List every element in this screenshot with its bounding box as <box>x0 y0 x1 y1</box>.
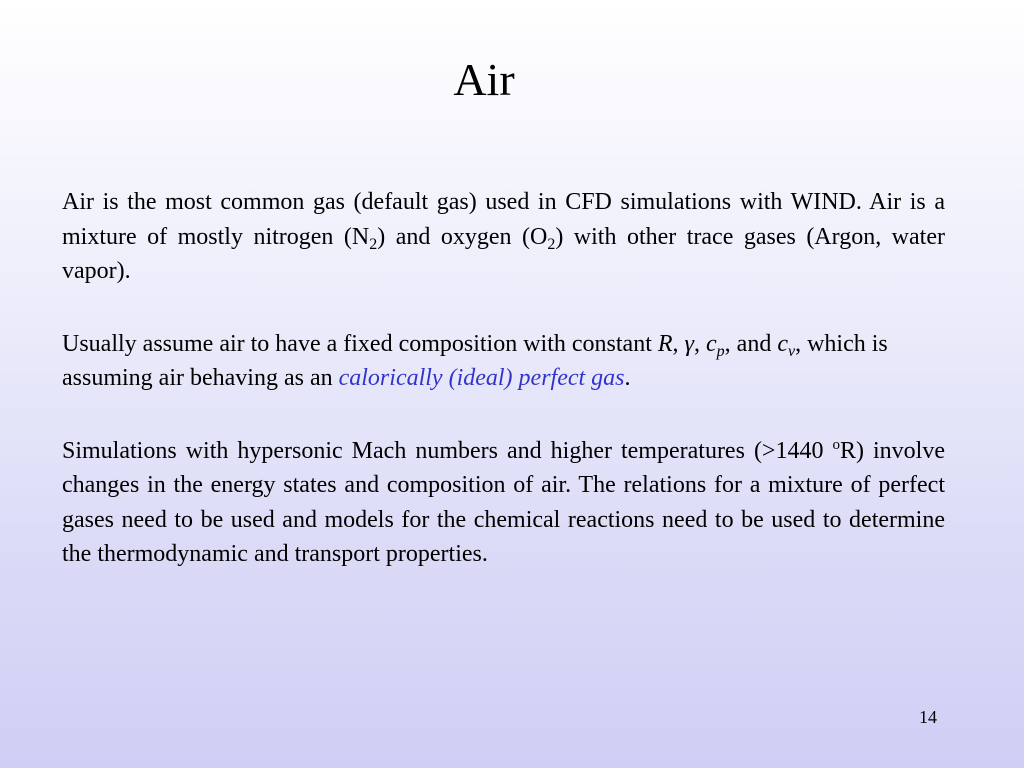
gas-constant-symbol: R <box>657 330 673 357</box>
cv-subscript: v <box>787 342 796 360</box>
p2-text-1: Usually assume air to have a fixed composition with constant <box>62 330 658 357</box>
slide-body <box>62 185 945 610</box>
p1-text-3: ) with other trace gases (Argon, water vapor). <box>62 223 945 284</box>
nitrogen-subscript: 2 <box>369 235 378 253</box>
p1-text-1: Air is the most common gas (default gas) used in CFD simulations with WIND. Air is a mixture of mostly nitrogen (N <box>62 189 945 250</box>
cp-subscript: p <box>716 342 725 360</box>
p3-text-1: Simulations with hypersonic Mach numbers and higher temperatures (>1440 <box>62 437 833 464</box>
paragraph-air-definition <box>62 185 945 289</box>
page-number: 14 <box>919 707 937 727</box>
cv-symbol: c <box>777 330 788 357</box>
p2-sep-3: , and <box>724 330 778 357</box>
p2-sep-1: , <box>672 330 685 357</box>
slide-title: Air <box>453 54 515 105</box>
paragraph-hypersonic <box>62 434 945 572</box>
perfect-gas-link[interactable]: calorically (ideal) perfect gas <box>338 365 625 391</box>
p1-text-2: ) and oxygen (O <box>377 223 548 250</box>
p2-sep-2: , <box>694 330 707 357</box>
degree-superscript: o <box>832 436 840 453</box>
gamma-symbol: γ <box>684 330 695 357</box>
paragraph-fixed-composition <box>62 327 945 396</box>
oxygen-subscript: 2 <box>547 235 556 253</box>
p3-text-2: R) involve changes in the energy states and composition of air. The relations for a mixture of perfect gases need to be used and models for the chemical reactions need to be used to determine the thermodynamic and transport properties. <box>62 437 945 567</box>
p2-text-3: . <box>624 365 631 391</box>
p2-text-2: , which is assuming air behaving as an <box>62 330 888 391</box>
cp-symbol: c <box>706 330 717 357</box>
